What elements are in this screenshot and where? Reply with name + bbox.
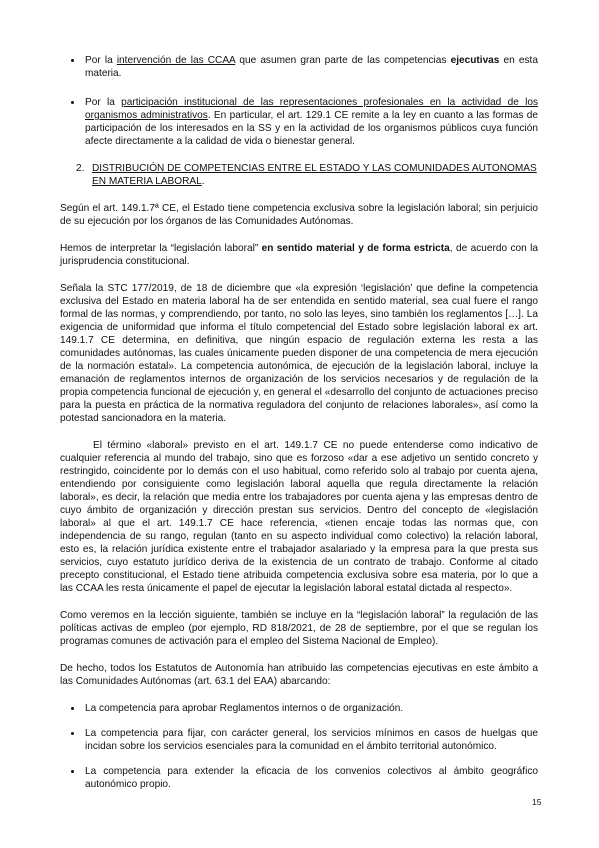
bullet-list-top bbox=[61, 54, 538, 148]
list-item: La competencia para aprobar Reglamentos internos o de organización. bbox=[61, 702, 538, 715]
bullet-icon bbox=[71, 707, 74, 710]
bold-text: en sentido material y de forma estricta bbox=[261, 243, 450, 254]
underlined-text: intervención de las CCAA bbox=[116, 55, 236, 66]
paragraph: Como veremos en la lección siguiente, también se incluye en la “legislación laboral” la regulación de las políticas activas de empleo (por ejemplo, RD 818/2021, de 28 de septiembre, por el que se regulan los programas comunes de activación para el empleo del Sistema Nacional de Empleo). bbox=[60, 610, 538, 647]
paragraph: Hemos de interpretar la “legislación laboral” en sentido material y de forma estricta, de acuerdo con la jurisprudencia constitucional. bbox=[60, 243, 539, 267]
list-item: La competencia para extender la eficacia de los convenios colectivos al ámbito geográfico autonómico propio. bbox=[61, 765, 538, 791]
section-heading: 2. DISTRIBUCIÓN DE COMPETENCIAS ENTRE EL ESTADO Y LAS COMUNIDADES AUTONOMAS EN MATERIA LABORAL. bbox=[76, 163, 537, 187]
bullet-icon bbox=[71, 732, 74, 735]
paragraph: Señala la STC 177/2019, de 18 de diciembre que «la expresión ‘legislación’ que define la competencia exclusiva del Estado en materia laboral ha de ser entendida en sentido material, sea cual fuere el rango formal de las normas, y comprendiendo, por tanto, no solo las leyes, sino también los reglamentos […]. La exigencia de uniformidad que informa el título competencial del Estado sobre legislación laboral ex art. 149.1.7 CE determina, en definitiva, que ningún espacio de regulación externa les resta a las comunidades autónomas, las cuales únicamente pueden disponer de una competencia de mera ejecución de la normación estatal». La competencia autonómica, de ejecución de la legislación laboral, incluye la emanación de reglamentos internos de organización de los servicios necesarios y de regulación de la propia competencia funcional de ejecución y, en general el «desarrollo del conjunto de actuaciones preciso para la puesta en práctica de la normativa reguladora del conjunto de relaciones laborales», así como la potestad sancionadora en la materia. bbox=[60, 283, 538, 424]
page-number: 15 bbox=[532, 797, 542, 807]
bullet-icon bbox=[71, 101, 74, 104]
bold-text: ejecutivas bbox=[450, 55, 500, 66]
list-item: La competencia para fijar, con carácter general, los servicios mínimos en casos de huelgas que incidan sobre los servicios esenciales para la comunidad en el ámbito territorial autonómico. bbox=[61, 727, 538, 753]
bullet-icon bbox=[71, 770, 74, 773]
underlined-text: participación institucional de las representaciones profesionales en la actividad de los organismos administrativos bbox=[85, 97, 538, 121]
bullet-icon bbox=[71, 59, 74, 62]
section-number: 2. bbox=[76, 163, 85, 174]
bullet-list-bottom bbox=[61, 702, 538, 791]
list-item: Por la participación institucional de las representaciones profesionales en la actividad de los organismos administrativos. En particular, el art. 129.1 CE remite a la ley en cuanto a las formas de participación de los interesados en la SS y en la actividad de los organismos públicos cuya función afecte directamente a la calidad de vida o bienestar general. bbox=[61, 96, 538, 148]
paragraph: De hecho, todos los Estatutos de Autonomía han atribuido las competencias ejecutivas en este ámbito a las Comunidades Autónomas (art. 63.1 del EAA) abarcando: bbox=[60, 663, 538, 687]
section-title: DISTRIBUCIÓN DE COMPETENCIAS ENTRE EL ESTADO Y LAS COMUNIDADES AUTONOMAS EN MATERIA LABORAL bbox=[92, 163, 537, 187]
paragraph: Según el art. 149.1.7ª CE, el Estado tiene competencia exclusiva sobre la legislación laboral; sin perjuicio de su ejecución por los órganos de las Comunidades Autónomas. bbox=[60, 203, 538, 227]
list-item: Por la intervención de las CCAA que asumen gran parte de las competencias ejecutivas en esta materia. bbox=[61, 54, 538, 80]
paragraph: El término «laboral» previsto en el art. 149.1.7 CE no puede entenderse como indicativo de cualquier referencia al mundo del trabajo, sino que es forzoso «dar a ese adjetivo un sentido concreto y restringido, coincidente por lo demás con el uso habitual, como referido solo al trabajo por cuenta ajena, entendiendo por consiguiente como legislación laboral aquella que regula directamente la relación laboral», es decir, la relación que media entre los trabajadores por cuenta ajena y las empresas dentro de cuyo ámbito de organización y dirección prestan sus servicios. Dentro del concepto de «legislación laboral» al que el art. 149.1.7 CE hace referencia, «tienen encaje todas las normas que, con independencia de su rango, regulan (tanto en su aspecto individual como colectivo) la relación laboral, esto es, la relación jurídica existente entre el trabajador asalariado y la empresa para la que presta sus servicios, cuyo estatuto jurídico deriva de la existencia de un contrato de trabajo. Conforme al citado precepto constitucional, el Estado tiene atribuida competencia exclusiva sobre esa materia, por lo que a las CCAA les resta únicamente el papel de ejecutar la legislación laboral estatal dictada al respecto». bbox=[60, 440, 538, 594]
page-content bbox=[60, 54, 538, 791]
